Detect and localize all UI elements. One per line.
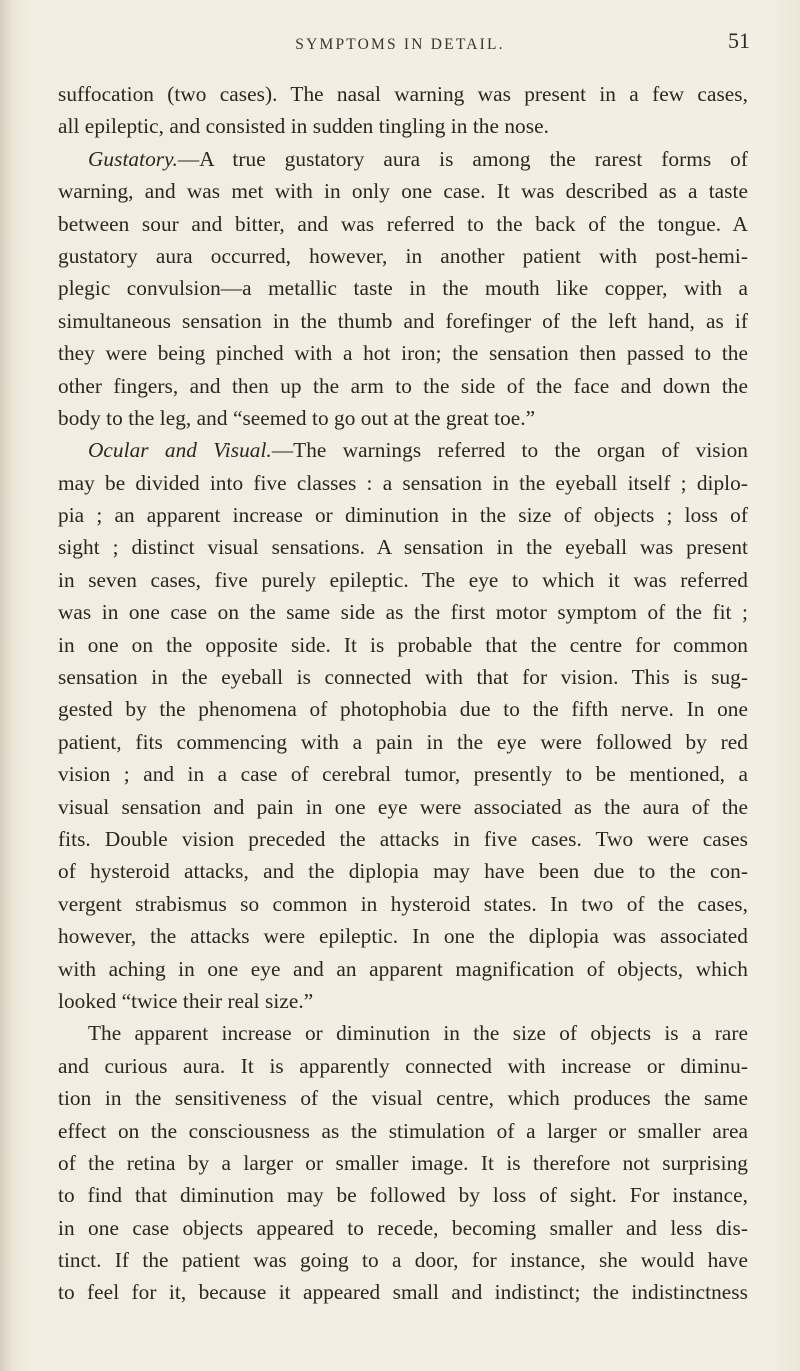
- text-line: effect on the consciousness as the stimulation of a larger or smaller area: [58, 1118, 748, 1143]
- text-line: in one on the opposite side. It is probable that the centre for common: [58, 632, 748, 657]
- section-heading-gustatory: Gustatory.: [88, 146, 178, 171]
- text-line: simultaneous sensation in the thumb and forefinger of the left hand, as if: [58, 308, 748, 333]
- text-line: The apparent increase or diminution in the size of objects is a rare: [88, 1021, 748, 1046]
- text-line: body to the leg, and “seemed to go out at the great toe.”: [58, 405, 536, 430]
- text-line: warning, and was met with in only one case. It was described as a taste: [58, 179, 748, 204]
- text-line-rest: —The warnings referred to the organ of vision: [271, 438, 749, 463]
- text-line: sensation in the eyeball is connected with that for vision. This is sug-: [58, 665, 748, 690]
- text-line: vision ; and in a case of cerebral tumor, presently to be mentioned, a: [58, 762, 748, 787]
- text-line: of hysteroid attacks, and the diplopia may have been due to the con-: [58, 859, 748, 884]
- text-line: all epileptic, and consisted in sudden tingling in the nose.: [58, 114, 549, 139]
- page-header: [50, 28, 750, 58]
- text-line: suffocation (two cases). The nasal warning was present in a few cases,: [58, 82, 748, 106]
- running-head: SYMPTOMS IN DETAIL.: [295, 36, 505, 53]
- text-line: pia ; an apparent increase or diminution in the size of objects ; loss of: [58, 503, 748, 528]
- text-line: with aching in one eye and an apparent magnification of objects, which: [58, 956, 748, 981]
- text-line: and curious aura. It is apparently connected with increase or diminu-: [58, 1053, 748, 1078]
- text-line: patient, fits commencing with a pain in the eye were followed by red: [58, 729, 748, 754]
- text-line: [58, 143, 748, 175]
- text-line: visual sensation and pain in one eye were associated as the aura of the: [58, 794, 748, 819]
- text-line: other fingers, and then up the arm to the side of the face and down the: [58, 373, 748, 398]
- text-line: of the retina by a larger or smaller image. It is therefore not surprising: [58, 1150, 748, 1175]
- text-line: looked “twice their real size.”: [58, 988, 314, 1013]
- text-line: was in one case on the same side as the first motor symptom of the fit ;: [58, 600, 748, 625]
- text-line: tinct. If the patient was going to a door, for instance, she would have: [58, 1248, 748, 1273]
- text-line: however, the attacks were epileptic. In one the diplopia was associated: [58, 924, 748, 949]
- text-line: tion in the sensitiveness of the visual centre, which produces the same: [58, 1086, 748, 1111]
- page-number: 51: [728, 28, 750, 53]
- text-line: gested by the phenomena of photophobia due to the fifth nerve. In one: [58, 697, 748, 722]
- text-line: sight ; distinct visual sensations. A sensation in the eyeball was present: [58, 535, 748, 560]
- text-line: gustatory aura occurred, however, in another patient with post-hemi-: [58, 243, 748, 268]
- text-line-rest: —A true gustatory aura is among the rarest forms of: [177, 146, 748, 171]
- text-line: to find that diminution may be followed by loss of sight. For instance,: [58, 1183, 748, 1208]
- section-heading-ocular-visual: Ocular and Visual.: [88, 438, 272, 463]
- page-edge-shadow: [0, 0, 14, 1371]
- text-line: to feel for it, because it appeared small and indistinct; the indistinctness: [58, 1280, 748, 1305]
- text-line: in one case objects appeared to recede, becoming smaller and less dis-: [58, 1215, 748, 1240]
- text-line: in seven cases, five purely epileptic. The eye to which it was referred: [58, 567, 748, 592]
- body-text: [58, 78, 748, 1309]
- text-line: plegic convulsion—a metallic taste in the mouth like copper, with a: [58, 276, 748, 301]
- text-line: between sour and bitter, and was referred to the back of the tongue. A: [58, 211, 748, 236]
- text-line: they were being pinched with a hot iron; the sensation then passed to the: [58, 341, 748, 366]
- text-line: vergent strabismus so common in hysteroid states. In two of the cases,: [58, 891, 748, 916]
- text-line: may be divided into five classes : a sensation in the eyeball itself ; diplo-: [58, 470, 748, 495]
- text-line: [58, 434, 748, 466]
- text-line: fits. Double vision preceded the attacks in five cases. Two were cases: [58, 826, 748, 851]
